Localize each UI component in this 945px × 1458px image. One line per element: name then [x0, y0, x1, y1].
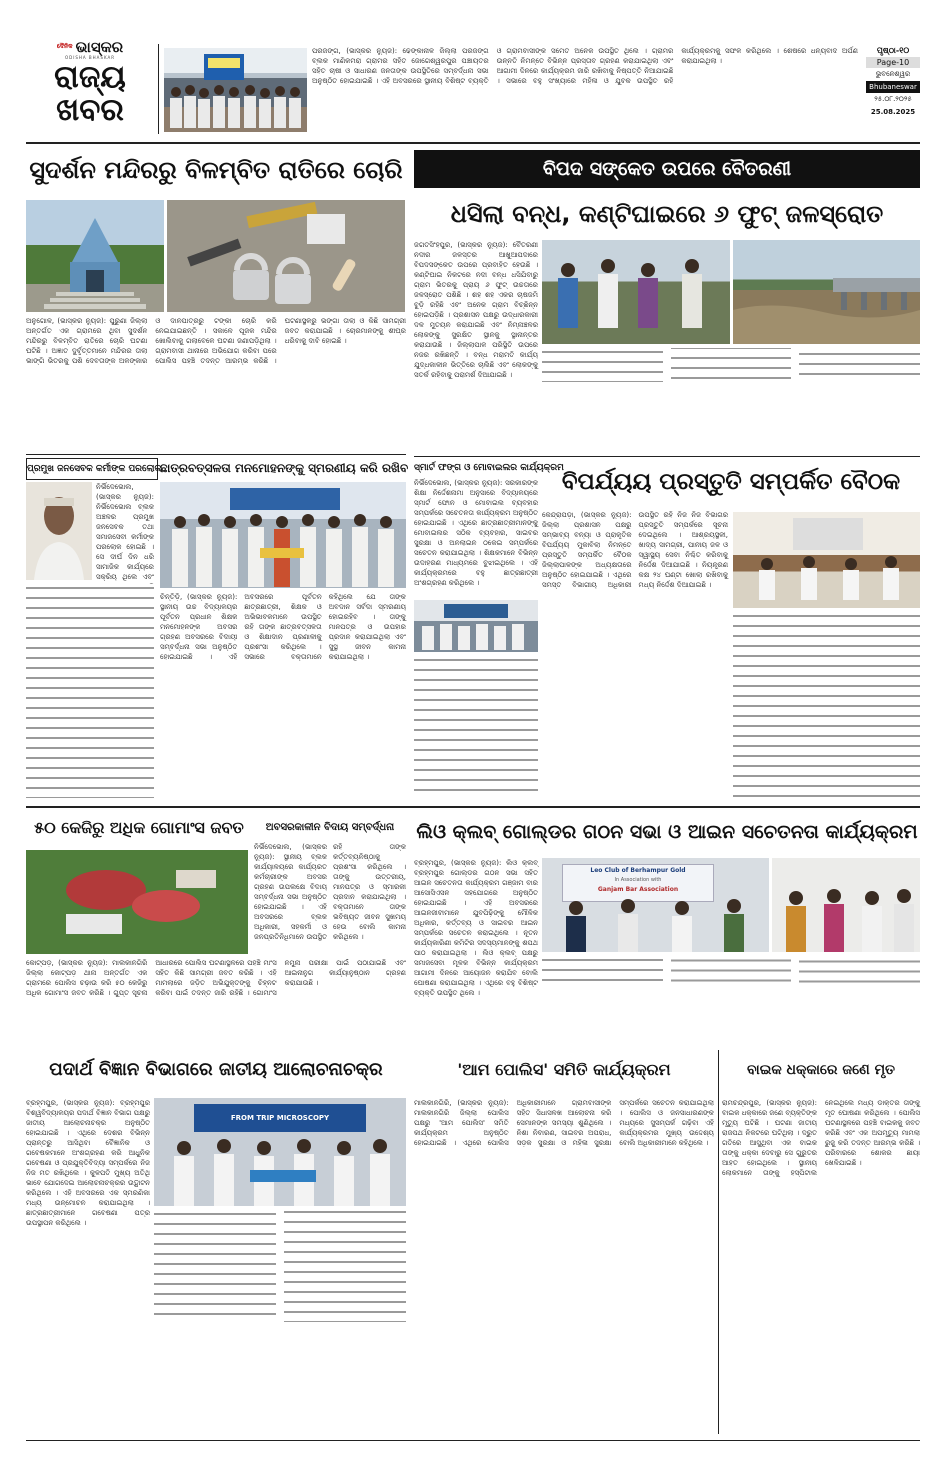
lions-guests-illustration	[772, 858, 920, 952]
physics-headline: ପଦାର୍ଥ ବିଜ୍ଞାନ ବିଭାଗରେ ଜାତୀୟ ଆଲୋଚନାଚକ୍ର	[49, 1059, 383, 1080]
retire-headline: ଅବସରକାଳୀନ ବିଦାୟ ସମ୍ବର୍ଦ୍ଧନା	[265, 822, 395, 833]
bike-headline: ବାଇକ ଧକ୍କାରେ ଜଣେ ମୃତ	[746, 1062, 896, 1078]
police-headline: 'ଆମ ପୋଲିସ' ସମିତି କାର୍ଯ୍ୟକ୍ରମ	[457, 1060, 671, 1079]
section-title-line1: ରାଜ୍ୟ	[54, 59, 126, 95]
date-odia: ୨୫.୦୮.୨୦୨୫	[874, 95, 912, 103]
brand-tag: ODISHA BHASKAR	[64, 55, 116, 60]
police-text: ମାଲକାନଗିରି, (ଭାସ୍କର ନ୍ୟୁଜ): ମାଲକାନଗିରି ଜିଲ୍ଲା ପୋଲିସ ପକ୍ଷରୁ 'ଆମ ପୋଲିସ' ସମିତି କାର୍ଯ୍ୟକ୍ରମ ଅନୁଷ୍ଠିତ ହୋଇଯାଇଛି । ଏଥିରେ ପୋଲିସ ଅଧିକାରୀମାନେ ଗ୍ରାମବାସୀଙ୍କ ସହିତ ସିଧାସଳଖ ଆଲୋଚନା କରି ସେମାନଙ୍କ ସମସ୍ୟା ଶୁଣିଥିଲେ । ନିଶା ନିବାରଣ, ସାଇବର ଅପରାଧ, ସଡ଼କ ସୁରକ୍ଷା ଓ ମହିଳା ସୁରକ୍ଷା ସମ୍ପର୍କରେ ସଚେତନ କରାଯାଇଥିଲା । ପୋଲିସ ଓ ଜନସାଧାରଣଙ୍କ ମଧ୍ୟରେ ସୁସମ୍ପର୍କ ଗଢ଼ିବା ଏହି କାର୍ଯ୍ୟକ୍ରମର ମୁଖ୍ୟ ଉଦ୍ଦେଶ୍ୟ ବୋଲି ଅଧିକାରୀମାନେ କହିଥିଲେ ।	[414, 1099, 714, 1147]
city-en: Bhubaneswar	[866, 81, 920, 93]
temple-illustration	[26, 200, 164, 312]
flood-text-rest	[542, 348, 920, 450]
obit-headline-box	[26, 458, 162, 480]
temple-theft-text: ଅନୁଗୋଳ, (ଭାସ୍କର ନ୍ୟୁଜ): ପୁରୁଣା ଜିଲ୍ଲା ଅନ୍ତର୍ଗତ ଏକ ଗ୍ରାମରେ ଥିବା ସୁଦର୍ଶନ ମନ୍ଦିରରୁ ବିଳମ୍ବିତ ରାତିରେ ଚୋରି ଘଟଣା ଘଟିଛି । ଅଜ୍ଞାତ ଦୁର୍ବୃତ୍ତମାନେ ମନ୍ଦିରର ତାଲା ଭାଙ୍ଗି ଭିତରକୁ ପଶି ଦେବତାଙ୍କ ଅଳଙ୍କାର ଓ ଦାନପାତ୍ରରୁ ଟଙ୍କା ଚୋରି କରି ନେଇଯାଇଛନ୍ତି । ସକାଳେ ପୂଜକ ମନ୍ଦିର ଖୋଲିବାକୁ ଗଲାବେଳେ ଘଟଣା ଜଣାପଡ଼ିଥିଲା । ଗ୍ରାମବାସୀ ଥାନାରେ ଅଭିଯୋଗ କରିବା ପରେ ପୋଲିସ ପହଞ୍ଚି ତଦନ୍ତ ଆରମ୍ଭ କରିଛି । ଘଟଣାସ୍ଥଳରୁ ଭଙ୍ଗା ତାଲା ଓ କିଛି ସାମଗ୍ରୀ ଜବତ କରାଯାଇଛି । ଚୋରମାନଙ୍କୁ ଶୀଘ୍ର ଧରିବାକୁ ଦାବି ହୋଇଛି ।	[26, 317, 406, 365]
disaster-meeting-photo	[733, 512, 920, 608]
portrait-illustration	[26, 482, 92, 580]
flood-banner: ବିପଦ ସଙ୍କେତ ଉପରେ ବୈତରଣୀ	[414, 150, 920, 188]
meeting-room-illustration	[733, 512, 920, 608]
locks-illustration	[167, 200, 405, 312]
beef-photo	[26, 850, 248, 954]
lions-members-illustration	[542, 858, 769, 952]
lions-photo-2	[772, 858, 920, 952]
students-headline: ଛାତ୍ରବତ୍ସଳତା ମନମୋହନଙ୍କୁ ସ୍ମରଣୀୟ କରି ରଖିବ	[160, 461, 409, 475]
flood-officials-photo	[542, 240, 730, 344]
broken-locks-photo	[167, 200, 405, 312]
bottom-rule	[26, 1440, 920, 1441]
seized-meat-illustration	[26, 850, 248, 954]
beef-text: କୋଟ୍ପଡ଼, (ଭାସ୍କର ନ୍ୟୁଜ): ମାଲକାନଗିରି ଜିଲ୍ଲା କୋଟ୍ପଡ଼ ଥାନା ଅନ୍ତର୍ଗତ ଏକ ଗ୍ରାମରେ ପୋଲିସ ଚଢ଼ାଉ କରି ୫୦ କେଜିରୁ ଅଧିକ ଗୋମାଂସ ଜବତ କରିଛି । ଗୁପ୍ତ ସୂଚନା ଆଧାରରେ ପୋଲିସ ଘଟଣାସ୍ଥଳରେ ପହଞ୍ଚି ମାଂସ ସହିତ କିଛି ସାମଗ୍ରୀ ଜବତ କରିଛି । ଏହି ମାମଲାରେ ଜଡ଼ିତ ଅଭିଯୁକ୍ତଙ୍କୁ ଚିହ୍ନଟ କରିବା ପାଇଁ ତଦନ୍ତ ଜାରି ରହିଛି । ଗୋମାଂସ ନମୁନା ପରୀକ୍ଷା ପାଇଁ ପଠାଯାଇଛି ଏବଂ ଆଇନାନୁଗ କାର୍ଯ୍ୟାନୁଷ୍ଠାନ ଗ୍ରହଣ କରାଯାଉଛି ।	[26, 959, 406, 997]
page-number-odia: ପୃଷ୍ଠା-୧୦	[876, 46, 910, 55]
smart-headline: ସ୍ମାର୍ଟ ଫଙ୍ଗ ଓ ମୋବାଇଲର କାର୍ଯ୍ୟକ୍ରମ	[414, 463, 564, 473]
officials-inspection-illustration	[542, 240, 730, 344]
lions-banner-org: Ganjam Bar Association	[597, 886, 679, 893]
page-number-en: Page-10	[866, 57, 920, 68]
smart-text: ନିର୍ଭିଦେଭୋଲ, (ଭାସ୍କର ନ୍ୟୁଜ): ସରକାରଙ୍କ ଶିକ୍ଷା ନିର୍ଦ୍ଦେଶନାମା ଅନୁସାରେ ବିଦ୍ୟାଳୟରେ ସ୍ମାର୍ଟ ଫୋନ ଓ ମୋବାଇଲ ବ୍ୟବହାର ସମ୍ପର୍କରେ ସଚେତନତା କାର୍ଯ୍ୟକ୍ରମ ଅନୁଷ୍ଠିତ ହୋଇଯାଇଛି । ଏଥିରେ ଛାତ୍ରଛାତ୍ରୀମାନଙ୍କୁ ମୋବାଇଲର ସଠିକ ବ୍ୟବହାର, ସାଇବର ସୁରକ୍ଷା ଓ ଅନଲାଇନ ଠକେଇ ସମ୍ପର୍କରେ ସଚେତନ କରାଯାଇଥିଲା । ଶିକ୍ଷକମାନେ ବିଭିନ୍ନ ଉଦାହରଣ ମାଧ୍ୟମରେ ବୁଝାଇଥିଲେ । ଏହି କାର୍ଯ୍ୟକ୍ରମରେ ବହୁ ଛାତ୍ରଛାତ୍ରୀ ଅଂଶଗ୍ରହଣ କରିଥିଲେ ।	[414, 479, 538, 587]
page-info	[866, 44, 920, 136]
smart-photo	[414, 600, 538, 652]
top-story-photo	[164, 48, 307, 132]
lions-text-cont	[542, 956, 920, 1044]
students-text: ଚିନ୍ତିଡ଼ି, (ଭାସ୍କର ନ୍ୟୁଜ): ସ୍ଥାନୀୟ ଉଚ୍ଚ ବିଦ୍ୟାଳୟର ପୂର୍ବତନ ପ୍ରଧାନ ଶିକ୍ଷକ ମନମୋହନଙ୍କ ଅବସର ଗ୍ରହଣ ଅବସରରେ ବିଦାୟୀ ସମ୍ବର୍ଦ୍ଧନା ସଭା ଅନୁଷ୍ଠିତ ହୋଇଯାଇଛି । ଏହି ଅବସରରେ ପୂର୍ବତନ ଛାତ୍ରଛାତ୍ରୀ, ଶିକ୍ଷକ ଓ ଅଭିଭାବକମାନେ ଉପସ୍ଥିତ ରହି ତାଙ୍କ ଛାତ୍ରବତ୍ସଳତା ଓ ଶିକ୍ଷାଦାନ ପ୍ରଣାଳୀକୁ ପ୍ରଶଂସା କରିଥିଲେ । ସଭାରେ ବକ୍ତାମାନେ କହିଥିଲେ ଯେ ତାଙ୍କ ଅବଦାନ ସର୍ବଦା ସ୍ମରଣୀୟ ହୋଇରହିବ । ତାଙ୍କୁ ମାନପତ୍ର ଓ ଉପହାର ପ୍ରଦାନ କରାଯାଇଥିଲା ଏବଂ ସୁସ୍ଥ ଜୀବନ କାମନା କରାଯାଇଥିଲା ।	[160, 593, 406, 661]
middle-rule	[26, 806, 920, 808]
city-odia: ଭୁବନେଶ୍ୱର	[875, 70, 911, 78]
physics-text-cont	[154, 1210, 406, 1434]
bike-text: ରାମଚନ୍ଦ୍ରପୁର, (ଭାସ୍କର ନ୍ୟୁଜ): ବାଇକ ଧକ୍କାରେ ଜଣେ ବ୍ୟକ୍ତିଙ୍କ ମୃତ୍ୟୁ ଘଟିଛି । ଘଟଣା ଜାତୀୟ ରାଜପଥ ନିକଟରେ ଘଟିଥିଲା । ଦ୍ରୁତ ଗତିରେ ଆସୁଥିବା ଏକ ବାଇକ ତାଙ୍କୁ ଧକ୍କା ଦେବାରୁ ସେ ଗୁରୁତର ଆହତ ହୋଇଥିଲେ । ସ୍ଥାନୀୟ ଲୋକମାନେ ତାଙ୍କୁ ହସ୍ପିଟାଲ ନେଇଥିଲେ ମଧ୍ୟ ଡାକ୍ତର ତାଙ୍କୁ ମୃତ ଘୋଷଣା କରିଥିଲେ । ପୋଲିସ ଘଟଣାସ୍ଥଳରେ ପହଞ୍ଚି ବାଇକକୁ ଜବତ କରିଛି ଏବଂ ଏକ ଅପମୃତ୍ୟୁ ମାମଲା ରୁଜୁ କରି ତଦନ୍ତ ଆରମ୍ଭ କରିଛି । ପରିବାରରେ ଶୋକର ଛାୟା ଖେଳିଯାଇଛି ।	[722, 1099, 920, 1177]
students-photo	[160, 482, 406, 588]
lions-text: ବ୍ରହ୍ମପୁର, (ଭାସ୍କର ନ୍ୟୁଜ): ଲିଓ କ୍ଲବ୍ ବ୍ରହ୍ମପୁର ଗୋଲ୍ଡର ଗଠନ ସଭା ସହିତ ଆଇନ ସଚେତନତା କାର୍ଯ୍ୟକ୍ରମ ଗଞ୍ଜାମ ବାର ଆସୋସିଏସନ ସହଯୋଗରେ ଅନୁଷ୍ଠିତ ହୋଇଯାଇଛି । ଏହି ଅବସରରେ ଆଇନଜୀବୀମାନେ ଯୁବପିଢ଼ିଙ୍କୁ ମୌଳିକ ଅଧିକାର, କର୍ତ୍ତବ୍ୟ ଓ ସାଇବର ଆଇନ ସମ୍ପର୍କରେ ସଚେତନ କରାଇଥିଲେ । ନୂତନ କାର୍ଯ୍ୟକାରିଣୀ କମିଟିର ସଦସ୍ୟମାନଙ୍କୁ ଶପଥ ପାଠ କରାଯାଇଥିଲା । ଲିଓ କ୍ଲବ୍ ପକ୍ଷରୁ ସମାଜସେବା ମୂଳକ ବିଭିନ୍ନ କାର୍ଯ୍ୟକ୍ରମ ଆଗାମୀ ଦିନରେ ଆୟୋଜନ କରାଯିବ ବୋଲି ଘୋଷଣା କରାଯାଇଥିଲା । ଏଥିରେ ବହୁ ବିଶିଷ୍ଟ ବ୍ୟକ୍ତି ଉପସ୍ଥିତ ଥିଲେ ।	[414, 859, 538, 997]
obit-text-cont	[26, 584, 154, 798]
obit-rule	[26, 454, 406, 455]
flood-river-photo	[733, 240, 920, 344]
lions-banner-sub: In Association with	[614, 877, 662, 883]
top-story-text: ପରଜଙ୍ଗ, (ଭାସ୍କର ନ୍ୟୁଜ): ଢେଙ୍କାନାଳ ଜିଲ୍ଲା ପରଜଙ୍ଗ ବ୍ଲକ ମାଣିକମରା ଗ୍ରାମର ସହିତ ଜୋଗେଶ୍ୱରପୁର ପଞ୍ଚାୟତର ସହିତ ଚାଷୀ ଓ ସାଧାରଣ ଜନତାଙ୍କ ଉପସ୍ଥିତିରେ ସମ୍ବର୍ଦ୍ଧନା ସଭା ଅନୁଷ୍ଠିତ ହୋଇଯାଇଛି । ଏହି ଅବସରରେ ସ୍ଥାନୀୟ ବିଶିଷ୍ଟ ବ୍ୟକ୍ତି ଓ ଗ୍ରାମବାସୀଙ୍କ ସମେତ ଅନେକ ଉପସ୍ଥିତ ଥିଲେ । ଗ୍ରାମର ଉନ୍ନତି ନିମନ୍ତେ ବିଭିନ୍ନ ପ୍ରସ୍ତାବ ଗ୍ରହଣ କରାଯାଇଥିଲା ଏବଂ ଆଗାମୀ ଦିନରେ କାର୍ଯ୍ୟକ୍ରମ ଜାରି ରଖିବାକୁ ନିଷ୍ପତ୍ତି ନିଆଯାଇଛି । ସଭାରେ ବହୁ ସଂଖ୍ୟାରେ ମହିଳା ଓ ଯୁବକ ଉପସ୍ଥିତ ରହି କାର୍ଯ୍ୟକ୍ରମକୁ ସଫଳ କରିଥିଲେ । ଶେଷରେ ଧନ୍ୟବାଦ ଅର୍ପଣ କରାଯାଇଥିଲା ।	[312, 47, 858, 85]
classroom-illustration	[414, 600, 538, 652]
retire-text: ନିର୍ଭିଦେଭୋଲ, (ଭାସ୍କର ନ୍ୟୁଜ): ସ୍ଥାନୀୟ ବ୍ଲକ କାର୍ଯ୍ୟାଳୟରେ କାର୍ଯ୍ୟରତ କର୍ମଚାରୀଙ୍କ ଅବସର ଗ୍ରହଣ ଉପଲକ୍ଷେ ବିଦାୟ ସମ୍ବର୍ଦ୍ଧନା ସଭା ଅନୁଷ୍ଠିତ ହୋଇଯାଇଛି । ଏହି ଅବସରରେ ବ୍ଲକ ଅଧିକାରୀ, ସହକର୍ମୀ ଓ ଜନପ୍ରତିନିଧିମାନେ ଉପସ୍ଥିତ ରହି ତାଙ୍କ କର୍ତ୍ତବ୍ୟନିଷ୍ଠାକୁ ପ୍ରଶଂସା କରିଥିଲେ । ତାଙ୍କୁ ଉତ୍ତରୀୟ, ମାନପତ୍ର ଓ ସ୍ମାରକୀ ପ୍ରଦାନ କରାଯାଇଥିଲା । ବକ୍ତାମାନେ ତାଙ୍କ ଭବିଷ୍ୟତ ଜୀବନ ସୁଖମୟ ହେଉ ବୋଲି କାମନା କରିଥିଲେ ।	[254, 843, 406, 941]
physics-photo	[154, 1098, 406, 1206]
obit-headline: ପ୍ରମୁଖ ଜନସେବକ କର୍ମୀଙ୍କ ପରଲୋକ	[27, 464, 162, 474]
physics-screen-text: FROM TRIP MICROSCOPY	[230, 1114, 330, 1122]
disaster-text: କେନ୍ଦ୍ରାପଡ଼ା, (ଭାସ୍କର ନ୍ୟୁଜ): ଜିଲ୍ଲା ପ୍ରଶାସନ ପକ୍ଷରୁ ସମ୍ଭାବ୍ୟ ବନ୍ୟା ଓ ପ୍ରାକୃତିକ ବିପର୍ଯ୍ୟୟ ମୁକାବିଲା ନିମନ୍ତେ ପ୍ରସ୍ତୁତି ସମ୍ପର୍କିତ ବୈଠକ ଜିଲ୍ଲାପାଳଙ୍କ ଅଧ୍ୟକ୍ଷତାରେ ଅନୁଷ୍ଠିତ ହୋଇଯାଇଛି । ଏଥିରେ ସମସ୍ତ ବିଭାଗୀୟ ଅଧିକାରୀ ଉପସ୍ଥିତ ରହି ନିଜ ନିଜ ବିଭାଗର ପ୍ରସ୍ତୁତି ସମ୍ପର୍କରେ ସୂଚନା ଦେଇଥିଲେ । ଆଶ୍ରୟସ୍ଥଳୀ, ଖାଦ୍ୟ ସାମଗ୍ରୀ, ପାନୀୟ ଜଳ ଓ ସ୍ୱାସ୍ଥ୍ୟ ସେବା ନିଶ୍ଚିତ କରିବାକୁ ନିର୍ଦ୍ଦେଶ ଦିଆଯାଇଛି । ନିୟନ୍ତ୍ରଣ କକ୍ଷ ୨୪ ଘଣ୍ଟା ଖୋଲା ରଖିବାକୁ ମଧ୍ୟ ନିର୍ଦ୍ଦେଶ ଦିଆଯାଇଛି ।	[542, 511, 728, 589]
smart-text-cont	[414, 656, 538, 798]
brand-name: ଭାସ୍କର	[75, 38, 124, 56]
masthead	[26, 38, 154, 132]
disaster-headline: ବିପର୍ଯ୍ୟୟ ପ୍ରସ୍ତୁତି ସମ୍ପର୍କିତ ବୈଠକ	[561, 469, 901, 495]
beef-headline: ୫୦ କେଜିରୁ ଅଧିକ ଗୋମାଂସ ଜବତ	[34, 818, 244, 837]
lions-banner-title: Leo Club of Berhampur Gold	[590, 867, 686, 874]
seminar-speakers-illustration	[154, 1098, 406, 1206]
physics-text-col1: ବ୍ରହ୍ମପୁର, (ଭାସ୍କର ନ୍ୟୁଜ): ବ୍ରହ୍ମପୁର ବିଶ୍ୱବିଦ୍ୟାଳୟର ପଦାର୍ଥ ବିଜ୍ଞାନ ବିଭାଗ ପକ୍ଷରୁ ଜାତୀୟ ଆଲୋଚନାଚକ୍ର ଅନୁଷ୍ଠିତ ହୋଇଯାଇଛି । ଏଥିରେ ଦେଶର ବିଭିନ୍ନ ପ୍ରାନ୍ତରୁ ଆସିଥିବା ବୈଜ୍ଞାନିକ ଓ ଗବେଷକମାନେ ଅଂଶଗ୍ରହଣ କରି ଆଧୁନିକ ଗବେଷଣା ଓ ପ୍ରଯୁକ୍ତିବିଦ୍ୟା ସମ୍ପର୍କରେ ନିଜ ନିଜ ମତ ରଖିଥିଲେ । କୁଳପତି ମୁଖ୍ୟ ଅତିଥି ଭାବେ ଯୋଗଦେଇ ଆଲୋଚନାଚକ୍ରର ଉଦ୍ଘାଟନ କରିଥିଲେ । ଏହି ଅବସରରେ ଏକ ସ୍ମରଣିକା ମଧ୍ୟ ଉନ୍ମୋଚନ କରାଯାଇଥିଲା । ଛାତ୍ରଛାତ୍ରୀମାନେ ଗବେଷଣା ପତ୍ର ଉପସ୍ଥାପନ କରିଥିଲେ ।	[26, 1099, 150, 1227]
lions-headline: ଲିଓ କ୍ଲବ୍ ଗୋଲ୍ଡର ଗଠନ ସଭା ଓ ଆଇନ ସଚେତନତା କାର୍ଯ୍ୟକ୍ରମ	[416, 821, 918, 843]
flood-text-col1: ଜଗତସିଂହପୁର, (ଭାସ୍କର ନ୍ୟୁଜ): ବୈତରଣୀ ନଦୀର ଜଳସ୍ତର ଆଖୁଆପଦାରେ ବିପଦସଙ୍କେତ ଉପରେ ପ୍ରବାହିତ ହେଉଛି । କଣ୍ଟିଘାଇ ନିକଟରେ ନଦୀ ବନ୍ଧ ଧସିଯିବାରୁ ଗ୍ରାମ ଭିତରକୁ ପ୍ରାୟ ୬ ଫୁଟ୍ ଉଚ୍ଚତାରେ ଜଳସ୍ରୋତ ପଶିଛି । ଶହ ଶହ ଏକର ଚାଷଜମି ବୁଡ଼ି ରହିଛି ଏବଂ ଅନେକ ଗ୍ରାମ ବିଚ୍ଛିନ୍ନ ହୋଇପଡ଼ିଛି । ପ୍ରଶାସନ ପକ୍ଷରୁ ଉଦ୍ଧାରକାରୀ ଦଳ ମୁତୟନ କରାଯାଇଛି ଏବଂ ନିମ୍ନାଞ୍ଚଳର ଲୋକଙ୍କୁ ସୁରକ୍ଷିତ ସ୍ଥାନକୁ ସ୍ଥାନାନ୍ତର କରାଯାଉଛି । ଜିଲ୍ଲାପାଳ ପରିସ୍ଥିତି ଉପରେ ନଜର ରଖିଛନ୍ତି । ବନ୍ଧ ମରାମତି କାର୍ଯ୍ୟ ଯୁଦ୍ଧକାଳୀନ ଭିତ୍ତିରେ ଚାଲିଛି ଏବଂ ଲୋକଙ୍କୁ ସତର୍କ ରହିବାକୁ ପରାମର୍ଶ ଦିଆଯାଇଛି ।	[414, 241, 538, 379]
mid-rule-right	[414, 456, 920, 457]
obit-text: ନିର୍ଭିଦେଭୋଲ, (ଭାସ୍କର ନ୍ୟୁଜ): ନିର୍ଭିଦେଭୋଲ ବ୍ଲକ ଅଞ୍ଚଳର ପ୍ରମୁଖ ଜନସେବକ ତଥା ସମାଜସେବୀ କର୍ମୀଙ୍କ ପରଲୋକ ହୋଇଛି । ସେ ଦୀର୍ଘ ଦିନ ଧରି ସାମାଜିକ କାର୍ଯ୍ୟରେ ସକ୍ରିୟ ଥିଲେ ଏବଂ	[96, 483, 154, 581]
obit-portrait	[26, 482, 92, 580]
flood-headline: ଧସିଲା ବନ୍ଧ, କଣ୍ଟିଘାଇରେ ୬ ଫୁଟ୍ ଜଳସ୍ରୋତ	[450, 200, 884, 228]
students-felicitation-illustration	[160, 482, 406, 588]
section-title-line2: ଖବର	[56, 92, 124, 128]
lions-photo-1	[542, 858, 769, 952]
brand-small: ଦୈନିକ	[56, 43, 73, 50]
temple-photo	[26, 200, 164, 312]
temple-theft-headline: ସୁଦର୍ଶନ ମନ୍ଦିରରୁ ବିଳମ୍ବିତ ରାତିରେ ଚୋରି	[29, 156, 403, 184]
top-rule	[26, 142, 920, 144]
crowd-photo-illustration	[164, 48, 307, 132]
masthead-divider	[158, 44, 159, 134]
river-barrage-illustration	[733, 240, 920, 344]
bike-divider	[718, 1050, 719, 1434]
brand-logo	[26, 38, 154, 56]
disaster-text-cont	[733, 612, 920, 798]
date-en: 25.08.2025	[870, 108, 916, 116]
